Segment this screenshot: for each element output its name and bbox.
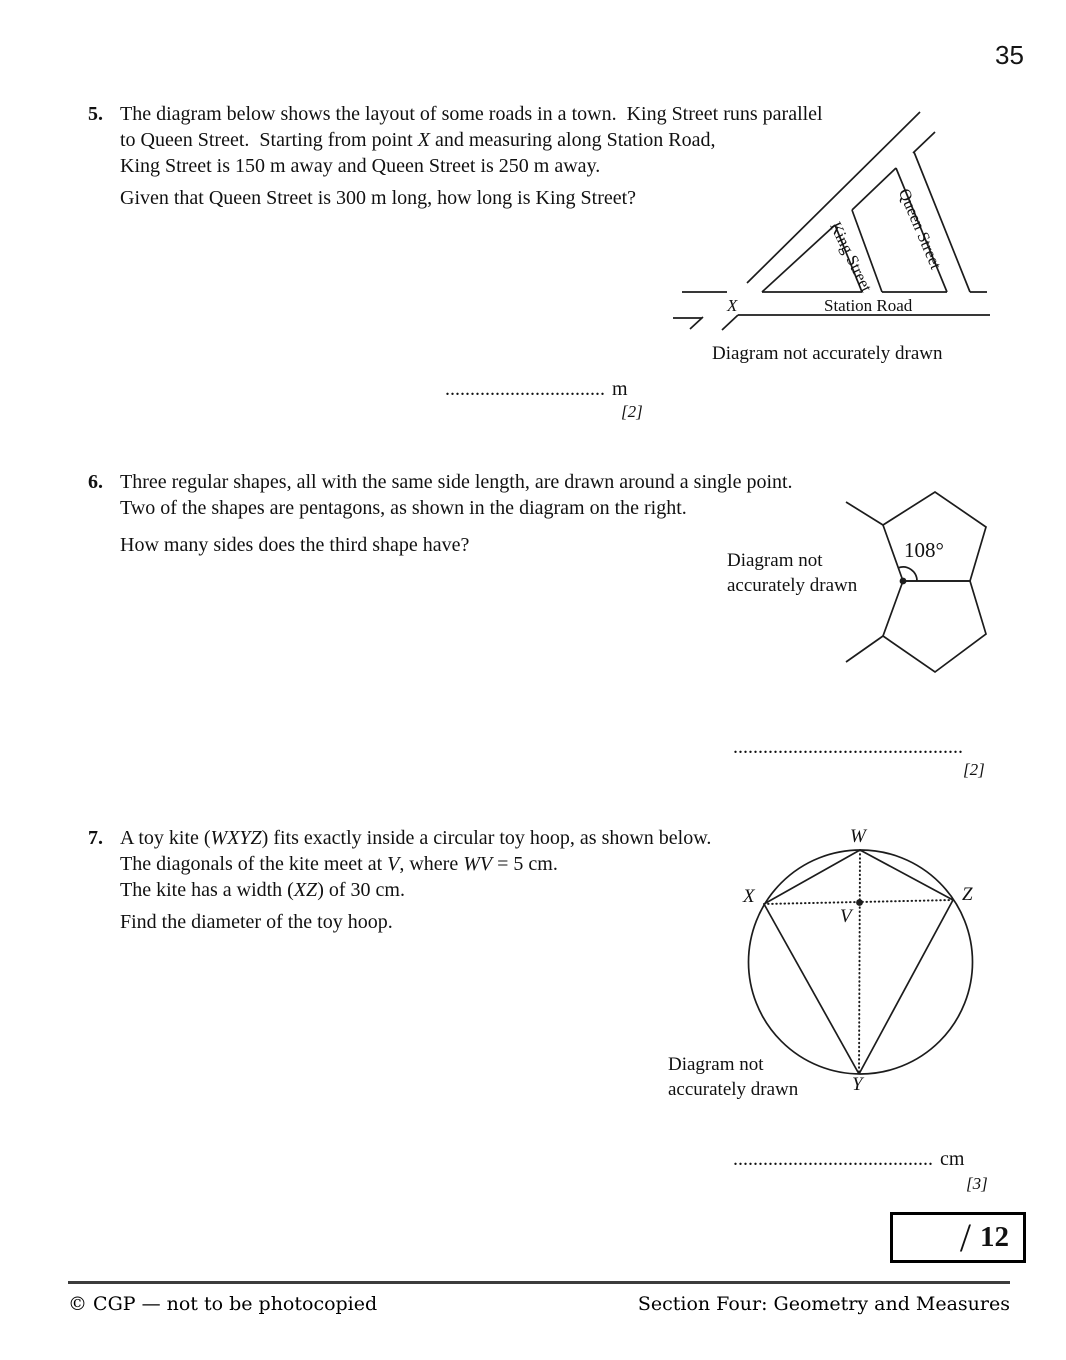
- third-shape-edge-bottom: [846, 636, 883, 662]
- q7-line-2: The diagonals of the kite meet at V, where WV = 5 cm.: [120, 853, 558, 875]
- footer-rule: [68, 1281, 1010, 1284]
- q5-answer-line: [445, 378, 628, 401]
- q6-answer-dots: ..............................................: [733, 736, 963, 758]
- q7-label-z: Z: [962, 884, 973, 905]
- q6-question-line: How many sides does the third shape have?: [120, 534, 470, 556]
- q7-label-w: W: [850, 826, 866, 847]
- q7-kite-diagram: [740, 830, 990, 1090]
- q6-line-2: Two of the shapes are pentagons, as shown in the diagram on the right.: [120, 497, 687, 519]
- q6-angle-label: 108°: [904, 538, 944, 562]
- score-total: 12: [980, 1221, 1009, 1253]
- q5-answer-dots: ................................: [445, 378, 605, 400]
- q7-number: 7.: [88, 827, 103, 849]
- q7-diagram-caption-line2: accurately drawn: [668, 1079, 799, 1100]
- q6-answer-line: [733, 736, 963, 759]
- score-box: [890, 1212, 1026, 1263]
- q7-diagram-caption-line1: Diagram not: [668, 1054, 764, 1075]
- point-v-dot: [856, 899, 863, 906]
- score-slash: /: [959, 1214, 971, 1260]
- q5-line-3: King Street is 150 m away and Queen Street is 250 m away.: [120, 155, 601, 177]
- bottom-pentagon: [883, 581, 986, 672]
- q6-marks: [2]: [963, 760, 985, 779]
- q7-marks: [3]: [966, 1174, 988, 1193]
- q7-label-y: Y: [852, 1074, 863, 1095]
- q5-marks: [2]: [621, 402, 643, 421]
- q7-label-v: V: [840, 906, 852, 927]
- q7-line-3: The kite has a width (XZ) of 30 cm.: [120, 879, 405, 901]
- shared-point-dot: [900, 578, 907, 585]
- q5-roads-diagram: [670, 100, 1066, 360]
- q5-line-2: to Queen Street. Starting from point X and measuring along Station Road,: [120, 129, 716, 151]
- q5-point-x-label: X: [727, 296, 738, 315]
- q7-label-x: X: [743, 886, 755, 907]
- diagonal-wy: [859, 850, 860, 1074]
- q7-question-line: Find the diameter of the toy hoop.: [120, 911, 393, 933]
- q5-queen-street-label: Queen Street: [894, 185, 946, 272]
- q6-diagram-caption-line1: Diagram not: [727, 550, 823, 571]
- q5-diagram-caption: Diagram not accurately drawn: [712, 343, 943, 364]
- kite-diagonals: [764, 850, 953, 1074]
- q5-line-1: The diagram below shows the layout of some roads in a town. King Street runs parallel: [120, 103, 823, 125]
- kite-sides: [764, 850, 953, 1074]
- q6-diagram-caption-line2: accurately drawn: [727, 575, 858, 596]
- q7-answer-dots: ........................................: [733, 1148, 933, 1170]
- q6-number: 6.: [88, 471, 103, 493]
- q5-number: 5.: [88, 103, 103, 125]
- q7-line-1: A toy kite (WXYZ) fits exactly inside a circular toy hoop, as shown below.: [120, 827, 712, 849]
- q5-king-street-label: King Street: [826, 218, 877, 295]
- q5-question-line: Given that Queen Street is 300 m long, how long is King Street?: [120, 187, 637, 209]
- q7-answer-unit: cm: [940, 1148, 965, 1170]
- q5-station-road-label: Station Road: [824, 296, 913, 315]
- q7-answer-line: [733, 1148, 964, 1171]
- q6-line-1: Three regular shapes, all with the same side length, are drawn around a single point.: [120, 471, 793, 493]
- third-shape-edge-top: [846, 502, 883, 525]
- q5-answer-unit: m: [612, 378, 628, 400]
- footer-copyright: © CGP — not to be photocopied: [68, 1293, 378, 1315]
- footer-section-title: Section Four: Geometry and Measures: [637, 1293, 1010, 1315]
- page-number: 35: [995, 40, 1024, 70]
